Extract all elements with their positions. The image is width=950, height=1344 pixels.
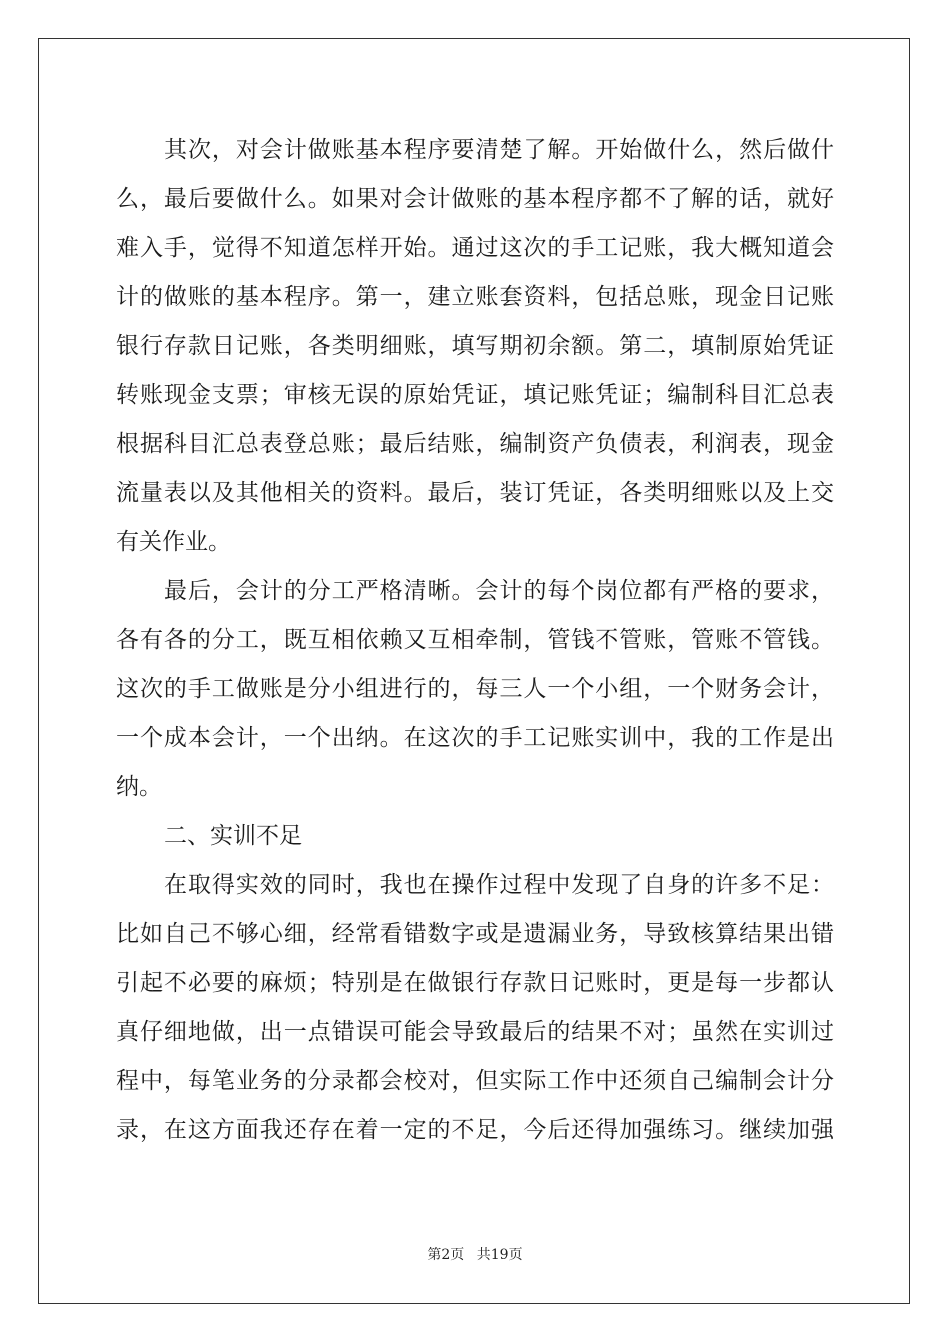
text-line: 比如自己不够心细，经常看错数字或是遗漏业务，导致核算结果出错 [116,921,834,947]
text-line: 最后，会计的分工严格清晰。会计的每个岗位都有严格的要求， [164,578,834,604]
text-line: 录，在这方面我还存在着一定的不足，今后还得加强练习。继续加强 [116,1117,834,1143]
text-line: 难入手，觉得不知道怎样开始。通过这次的手工记账，我大概知道会 [116,235,834,261]
text-line: 在取得实效的同时，我也在操作过程中发现了自身的许多不足： [164,872,834,898]
text-line: 各有各的分工，既互相依赖又互相牵制，管钱不管账，管账不管钱。 [116,627,834,653]
text-line: 其次，对会计做账基本程序要清楚了解。开始做什么，然后做什 [164,137,834,163]
page-total: 共19页 [476,1247,523,1263]
text-line: 银行存款日记账，各类明细账，填写期初余额。第二，填制原始凭证 [116,333,834,359]
text-line: 有关作业。 [116,529,231,555]
page-number: 第2页 [427,1247,465,1263]
text-line: 纳。 [116,774,162,800]
text-line: 这次的手工做账是分小组进行的，每三人一个小组，一个财务会计， [116,676,834,702]
text-line: 根据科目汇总表登总账；最后结账，编制资产负债表，利润表，现金 [116,431,834,457]
text-line: 么，最后要做什么。如果对会计做账的基本程序都不了解的话，就好 [116,186,834,212]
text-line: 转账现金支票；审核无误的原始凭证，填记账凭证；编制科目汇总表 [116,382,834,408]
text-line: 引起不必要的麻烦；特别是在做银行存款日记账时，更是每一步都认 [116,970,834,996]
text-line: 二、实训不足 [164,823,302,849]
document-body [116,126,834,1155]
page-footer [0,1244,950,1264]
text-line: 计的做账的基本程序。第一，建立账套资料，包括总账，现金日记账 [116,284,834,310]
text-line: 程中，每笔业务的分录都会校对，但实际工作中还须自己编制会计分 [116,1068,834,1094]
text-line: 流量表以及其他相关的资料。最后，装订凭证，各类明细账以及上交 [116,480,834,506]
text-line: 一个成本会计，一个出纳。在这次的手工记账实训中，我的工作是出 [116,725,834,751]
text-line: 真仔细地做，出一点错误可能会导致最后的结果不对；虽然在实训过 [116,1019,834,1045]
